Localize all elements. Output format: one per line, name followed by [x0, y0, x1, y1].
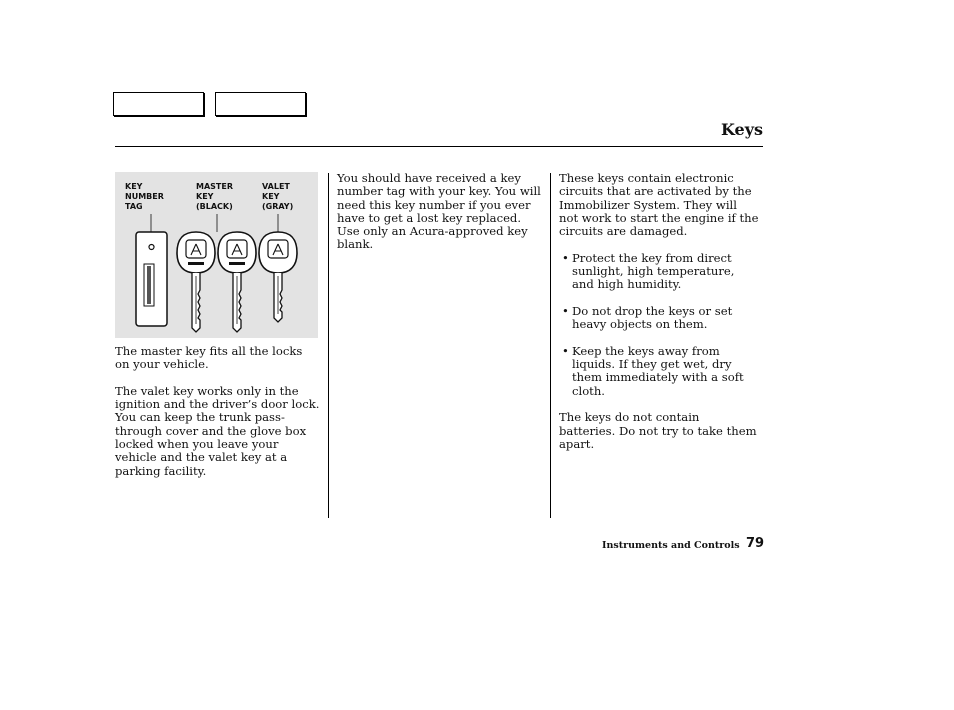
valet-key-image — [259, 232, 297, 322]
master-key-image-1 — [177, 232, 215, 332]
column-3 — [559, 172, 759, 465]
paragraph-immobilizer: These keys contain electronic circuits that are activated by the Immobilizer System. They will not work to start the engine if the circuits are damaged. — [559, 171, 759, 239]
column-1 — [115, 345, 320, 491]
column-2 — [337, 172, 542, 265]
label-key-number-tag: KEY NUMBER TAG — [125, 182, 164, 211]
column-divider-2 — [550, 173, 551, 518]
label-valet-key: VALET KEY (GRAY) — [262, 182, 294, 211]
title-rule — [115, 146, 763, 147]
nav-button-2[interactable] — [215, 92, 306, 116]
paragraph-key-number-tag: You should have received a key number tag with your key. You will need this key number if you ever have to get a lost key replaced. Use only an Acura-approved key blank. — [337, 171, 541, 252]
page-number: 79 — [746, 536, 765, 551]
list-item: • Protect the key from direct sunlight, high temperature, and high humidity. — [559, 252, 759, 292]
key-number-tag-image — [136, 232, 167, 326]
list-item: • Keep the keys away from liquids. If they get wet, dry them immediately with a soft cloth. — [559, 345, 759, 398]
footer-section-title: Instruments and Controls — [602, 540, 740, 551]
care-list — [559, 252, 759, 398]
paragraph-master-key: The master key fits all the locks on your vehicle. — [115, 344, 303, 372]
nav-button-1[interactable] — [113, 92, 204, 116]
list-item: • Do not drop the keys or set heavy objects on them. — [559, 305, 759, 332]
keys-figure — [115, 172, 318, 338]
page-title: Keys — [720, 120, 763, 139]
label-master-key: MASTER KEY (BLACK) — [196, 182, 233, 211]
column-divider-1 — [328, 173, 329, 518]
paragraph-batteries: The keys do not contain batteries. Do not try to take them apart. — [559, 410, 757, 451]
paragraph-valet-key: The valet key works only in the ignition and the driver’s door lock. You can keep the trunk pass-through cover and the glove box locked when you leave your vehicle and the valet key at a parking facility. — [115, 383, 320, 478]
master-key-image-2 — [218, 232, 256, 332]
